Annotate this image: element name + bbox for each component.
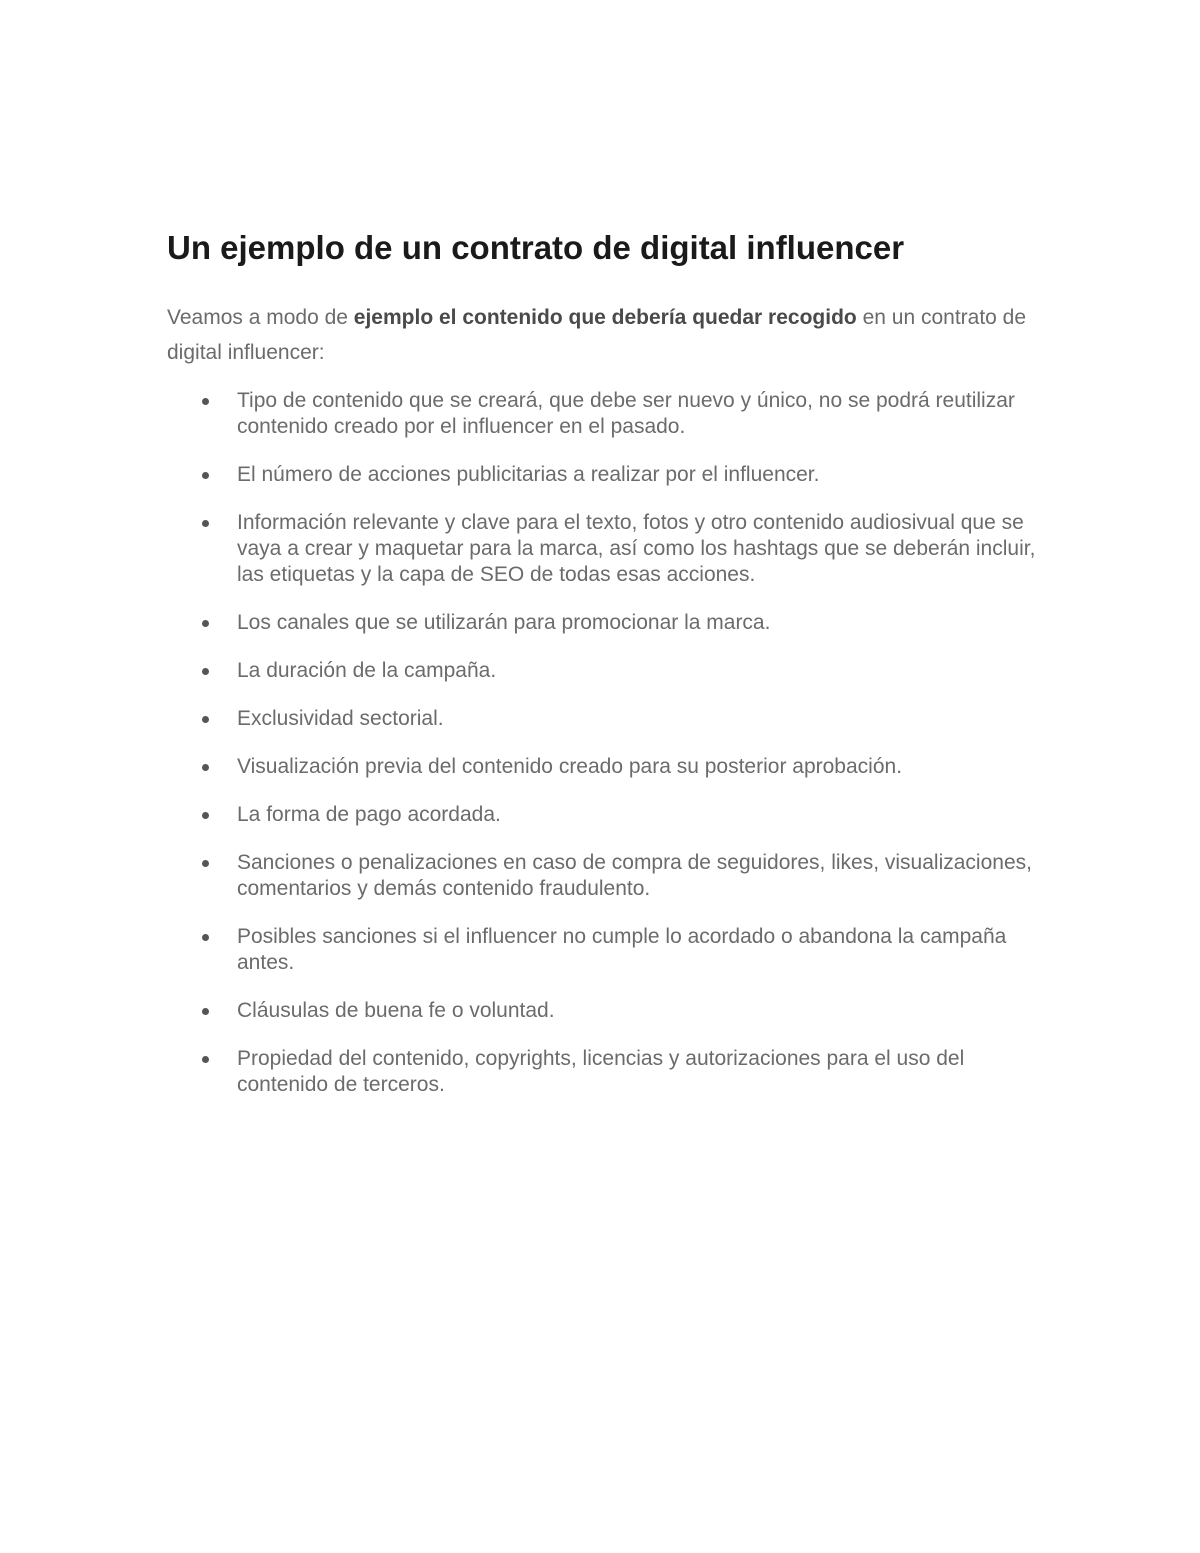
bullet-icon: [202, 1056, 209, 1063]
list-item: [167, 706, 1037, 732]
bullet-icon: [202, 860, 209, 867]
list-item: [167, 510, 1037, 588]
bullet-icon: [202, 520, 209, 527]
list-item: [167, 998, 1037, 1024]
list-item-text: Información relevante y clave para el texto, fotos y otro contenido audiosivual que se vaya a crear y maquetar para la marca, así como los hashtags que se deberán incluir, las etiquetas y la capa de SEO de todas esas acciones.: [237, 511, 1036, 586]
bullet-icon: [202, 620, 209, 627]
list-item: [167, 802, 1037, 828]
list-item: [167, 658, 1037, 684]
bullet-icon: [202, 1008, 209, 1015]
bullet-icon: [202, 472, 209, 479]
list-item: [167, 388, 1037, 440]
list-item-text: Exclusividad sectorial.: [237, 707, 444, 730]
list-item: [167, 754, 1037, 780]
list-item: [167, 924, 1037, 976]
bullet-icon: [202, 716, 209, 723]
intro-text-after: en un contrato de digital influencer:: [167, 306, 1027, 364]
intro-text-before: Veamos a modo de: [167, 306, 354, 329]
bullet-icon: [202, 398, 209, 405]
bullet-list: [167, 388, 1037, 1098]
list-item: [167, 850, 1037, 902]
bullet-icon: [202, 812, 209, 819]
list-item-text: Visualización previa del contenido creado para su posterior aprobación.: [237, 755, 903, 778]
list-item-text: Los canales que se utilizarán para promocionar la marca.: [237, 611, 771, 634]
document-title: Un ejemplo de un contrato de digital influencer: [167, 229, 905, 266]
list-item-text: El número de acciones publicitarias a realizar por el influencer.: [237, 463, 820, 486]
bullet-icon: [202, 764, 209, 771]
intro-text-bold: ejemplo el contenido que debería quedar recogido: [353, 306, 857, 329]
list-item-text: Posibles sanciones si el influencer no cumple lo acordado o abandona la campaña antes.: [237, 925, 1007, 974]
list-item: [167, 610, 1037, 636]
document-content: [167, 226, 1037, 1120]
list-item-text: La forma de pago acordada.: [237, 803, 501, 826]
intro-paragraph: [167, 300, 1037, 370]
bullet-icon: [202, 668, 209, 675]
list-item: [167, 462, 1037, 488]
list-item-text: Propiedad del contenido, copyrights, licencias y autorizaciones para el uso del contenido de terceros.: [237, 1047, 965, 1096]
list-item: [167, 1046, 1037, 1098]
list-item-text: Tipo de contenido que se creará, que debe ser nuevo y único, no se podrá reutilizar contenido creado por el influencer en el pasado.: [237, 389, 1015, 438]
list-item-text: Cláusulas de buena fe o voluntad.: [237, 999, 555, 1022]
list-item-text: Sanciones o penalizaciones en caso de compra de seguidores, likes, visualizaciones, comentarios y demás contenido fraudulento.: [237, 851, 1032, 900]
bullet-icon: [202, 934, 209, 941]
list-item-text: La duración de la campaña.: [237, 659, 497, 682]
